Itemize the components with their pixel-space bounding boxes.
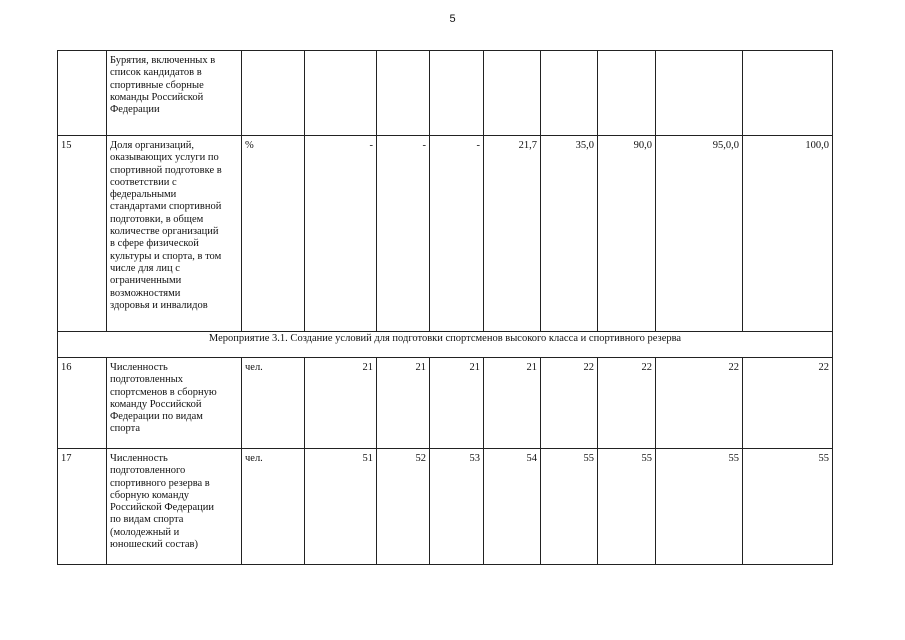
text-line: спортсменов в сборную: [110, 386, 217, 398]
text-line: по видам спорта: [110, 514, 184, 526]
text-line: числе для лиц с: [110, 262, 180, 274]
value-cell: 95,0,0: [656, 136, 743, 332]
row-number: 17: [58, 449, 107, 565]
value-cell: 55: [598, 449, 656, 565]
value-cell: 22: [541, 358, 598, 449]
unit-cell: [242, 51, 305, 136]
text-line: команду Российской: [110, 398, 202, 410]
text-line: Федерации: [110, 104, 160, 116]
value-cell: 21,7: [484, 136, 541, 332]
value-cell: -: [305, 136, 377, 332]
text-line: Бурятия, включенных в: [110, 55, 216, 66]
text-line: список кандидатов в: [110, 67, 202, 79]
text-line: в сфере физической: [110, 238, 199, 250]
unit-cell: чел.: [242, 449, 305, 565]
text-line: возможностями: [110, 287, 181, 299]
value-cell: 22: [656, 358, 743, 449]
table-row: [58, 449, 833, 565]
text-line: сборную команду: [110, 489, 190, 501]
text-line: здоровья и инвалидов: [110, 299, 208, 311]
unit-cell: чел.: [242, 358, 305, 449]
value-cell: [743, 51, 833, 136]
text-line: соответствии с: [110, 176, 177, 188]
text-line: Численность: [110, 453, 168, 464]
text-line: Доля организаций,: [110, 140, 194, 151]
value-cell: 55: [743, 449, 833, 565]
value-cell: 52: [377, 449, 430, 565]
indicator-name: [107, 136, 242, 332]
value-cell: 35,0: [541, 136, 598, 332]
value-cell: [656, 51, 743, 136]
page-number: 5: [449, 13, 456, 25]
indicator-name: [107, 449, 242, 565]
text-line: юношеский состав): [110, 539, 199, 551]
text-line: подготовленного: [110, 465, 186, 477]
text-line: количестве организаций: [110, 226, 219, 238]
text-line: стандартами спортивной: [110, 201, 222, 213]
value-cell: 21: [430, 358, 484, 449]
value-cell: 22: [743, 358, 833, 449]
indicators-table: [57, 50, 833, 565]
table-row: [58, 136, 833, 332]
indicator-name: [107, 358, 242, 449]
value-cell: 90,0: [598, 136, 656, 332]
text-line: культуры и спорта, в том: [110, 250, 222, 262]
value-cell: 21: [305, 358, 377, 449]
unit-cell: %: [242, 136, 305, 332]
value-cell: [484, 51, 541, 136]
text-line: команды Российской: [110, 91, 204, 103]
text-line: Численность: [110, 362, 168, 373]
value-cell: [377, 51, 430, 136]
value-cell: [598, 51, 656, 136]
value-cell: 100,0: [743, 136, 833, 332]
text-line: спортивной подготовке в: [110, 164, 222, 176]
section-title: Мероприятие 3.1. Создание условий для подготовки спортсменов высокого класса и спортивного резерва: [58, 332, 833, 358]
text-line: Российской Федерации: [110, 502, 214, 514]
row-number: 16: [58, 358, 107, 449]
text-line: подготовленных: [110, 374, 184, 386]
value-cell: 22: [598, 358, 656, 449]
value-cell: 55: [656, 449, 743, 565]
text-line: спорта: [110, 423, 141, 435]
value-cell: 21: [484, 358, 541, 449]
value-cell: 21: [377, 358, 430, 449]
text-line: федеральными: [110, 189, 177, 201]
table-row: [58, 358, 833, 449]
row-number: [58, 51, 107, 136]
row-number: 15: [58, 136, 107, 332]
indicator-name: [107, 51, 242, 136]
value-cell: [430, 51, 484, 136]
value-cell: 55: [541, 449, 598, 565]
table-row: [58, 51, 833, 136]
value-cell: 53: [430, 449, 484, 565]
section-row: [58, 332, 833, 358]
text-line: Федерации по видам: [110, 411, 203, 423]
value-cell: -: [430, 136, 484, 332]
value-cell: [305, 51, 377, 136]
text-line: спортивного резерва в: [110, 477, 210, 489]
text-line: оказывающих услуги по: [110, 152, 219, 164]
text-line: (молодежный и: [110, 526, 180, 538]
value-cell: 51: [305, 449, 377, 565]
value-cell: 54: [484, 449, 541, 565]
text-line: спортивные сборные: [110, 79, 204, 91]
text-line: ограниченными: [110, 275, 182, 287]
text-line: подготовки, в общем: [110, 213, 204, 225]
value-cell: -: [377, 136, 430, 332]
value-cell: [541, 51, 598, 136]
